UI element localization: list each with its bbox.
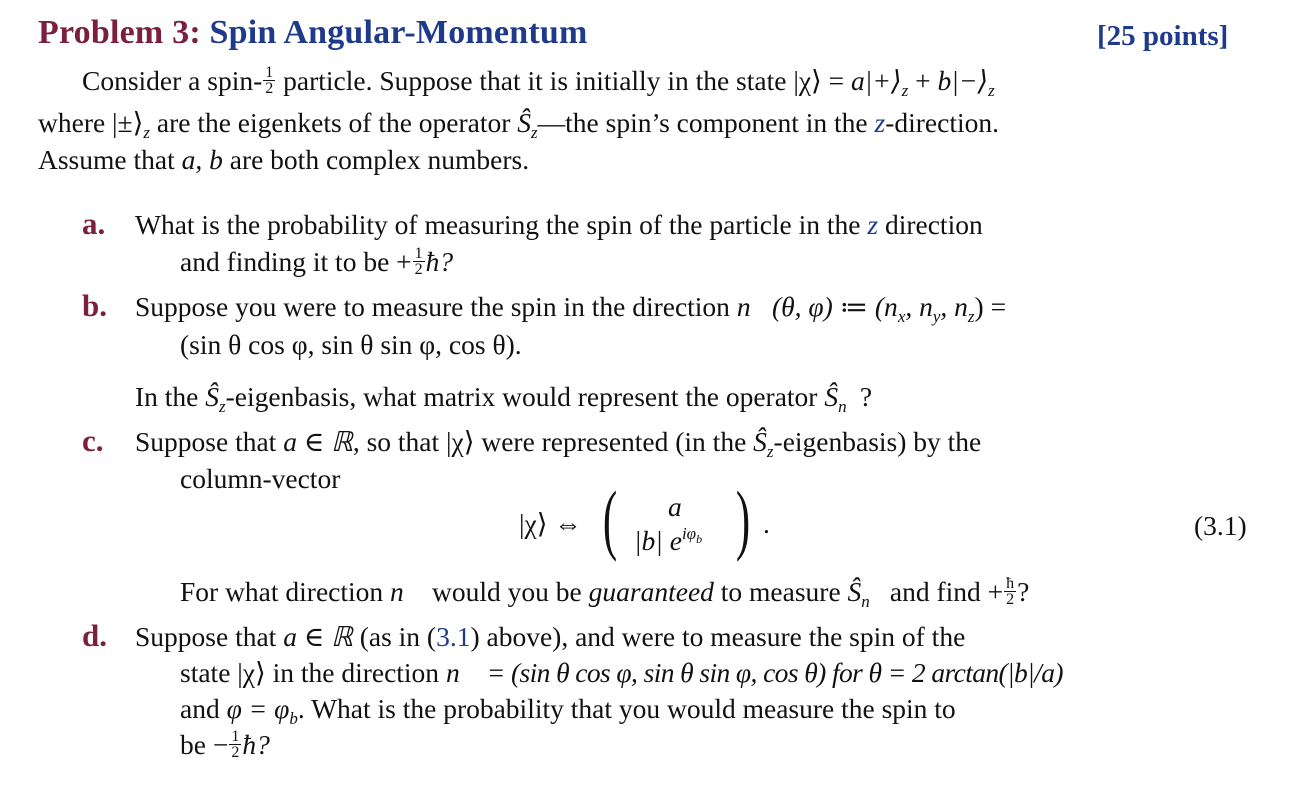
math-term: n⃗ <box>390 576 426 607</box>
part-text: (sin θ cos φ, sin θ sin φ, cos θ). <box>180 329 522 360</box>
subscript: z <box>901 81 909 100</box>
part-text: would you be <box>425 576 589 607</box>
intro-text: Consider a spin- <box>82 65 263 96</box>
part-a-label: a. <box>82 206 106 241</box>
paren-left: ( <box>602 475 618 562</box>
subscript: z <box>531 123 538 142</box>
vector-entry-b: |b| e <box>634 525 682 556</box>
math-term: b|−⟩ <box>937 65 989 96</box>
math-term: a ∈ ℝ <box>283 621 353 652</box>
part-text: , so that |χ⟩ were represented (in the <box>352 426 754 457</box>
vector-entry-a: a <box>668 491 682 522</box>
part-text: be − <box>180 729 229 760</box>
part-text: and find + <box>883 576 1004 607</box>
part-d-line-1 <box>135 620 965 654</box>
math-term: n⃗ = (sin θ cos φ, sin θ sin φ, cos θ) for θ = 2 arctan(|b|/a) <box>445 657 1063 688</box>
part-text: column-vector <box>180 463 341 494</box>
math-term: ħ? <box>425 246 454 277</box>
intro-text: are both complex numbers. <box>222 144 530 175</box>
superscript: iφ <box>681 524 697 543</box>
fraction-half <box>413 246 425 277</box>
frac-num: 1 <box>414 245 423 263</box>
equation-number: (3.1) <box>1194 510 1247 541</box>
z-link: z <box>874 107 886 138</box>
subscript: z <box>143 123 151 142</box>
part-text: state |χ⟩ in the direction <box>180 657 446 688</box>
math-term: ħ? <box>242 729 270 760</box>
part-text: For what direction <box>180 576 391 607</box>
intro-text: where |±⟩ <box>38 107 144 138</box>
part-b-line-3 <box>135 380 872 424</box>
math-term: , n <box>940 291 968 322</box>
part-text: In the <box>135 381 206 412</box>
math-term: a|+⟩ <box>851 65 902 96</box>
points-badge: [25 points] <box>1097 20 1229 52</box>
subscript: z <box>219 397 226 416</box>
subscript: z <box>967 307 975 326</box>
part-b-label: b. <box>82 288 107 323</box>
math-term: n⃗(θ, φ) ≔ (n <box>736 291 898 322</box>
operator-S: Ŝ <box>205 381 220 412</box>
part-text: and finding it to be + <box>180 246 412 277</box>
equation-lhs: |χ⟩ ⇔ <box>519 508 582 539</box>
intro-text: —the spin’s component in the <box>537 107 875 138</box>
vector-top <box>668 491 682 523</box>
part-text: -eigenbasis, what matrix would represent the operator <box>225 381 825 412</box>
frac-den: 2 <box>265 80 274 98</box>
part-a-line-2 <box>180 245 453 280</box>
frac-num: 1 <box>231 728 240 746</box>
paren-right: ) <box>735 475 751 562</box>
fraction-half <box>229 729 241 760</box>
part-text: direction <box>878 209 983 240</box>
math-term: φ = φ <box>226 693 290 724</box>
frac-den: 2 <box>1006 591 1015 609</box>
equation-ref-link[interactable]: 3.1 <box>436 621 471 652</box>
part-text: ? <box>859 381 873 412</box>
fraction-half <box>263 65 275 96</box>
part-text: . What is the probability that you would measure the spin to <box>297 693 956 724</box>
part-c-label: c. <box>82 423 104 458</box>
subscript: z <box>988 81 995 100</box>
part-d-line-3 <box>180 692 956 736</box>
problem-name: Spin Angular-Momentum <box>209 14 588 51</box>
part-d-line-4 <box>180 728 270 763</box>
part-text: Suppose that <box>135 426 284 457</box>
subscript: b <box>289 709 298 728</box>
problem-number: Problem 3: <box>38 14 201 51</box>
z-link: z <box>867 209 879 240</box>
part-text: and <box>180 693 227 724</box>
part-text: Suppose that <box>135 621 284 652</box>
emphasis-text: guaranteed <box>588 576 714 607</box>
intro-text: + <box>908 65 938 96</box>
math-term: a ∈ ℝ <box>283 426 353 457</box>
fraction-hbar-half <box>1004 576 1016 607</box>
part-a-line-1 <box>135 208 983 242</box>
frac-num: ħ <box>1006 575 1015 593</box>
part-text: ? <box>1017 576 1030 607</box>
operator-S: Ŝ <box>517 107 532 138</box>
part-text: ) = <box>974 291 1007 322</box>
part-text: to measure <box>713 576 848 607</box>
part-c-line-2 <box>180 462 340 496</box>
part-b-line-2 <box>180 328 522 362</box>
part-text: -eigenbasis) by the <box>773 426 982 457</box>
operator-S: Ŝ <box>753 426 767 457</box>
part-d-label: d. <box>82 618 107 653</box>
part-text: What is the probability of measuring the spin of the particle in the <box>135 209 868 240</box>
intro-text: are the eigenkets of the operator <box>150 107 518 138</box>
intro-text: -direction. <box>885 107 999 138</box>
subscript: y <box>932 307 941 326</box>
intro-text: particle. Suppose that it is initially in the state |χ⟩ = <box>276 65 852 96</box>
part-text: ) above), and were to measure the spin of the <box>470 621 966 652</box>
frac-den: 2 <box>231 744 240 762</box>
vector-bottom <box>634 524 702 557</box>
part-text: Suppose you were to measure the spin in the direction <box>135 291 737 322</box>
part-text: (as in ( <box>352 621 437 652</box>
operator-S: Ŝ <box>847 576 862 607</box>
part-c-line-3 <box>180 575 1029 619</box>
operator-S: Ŝ <box>824 381 839 412</box>
problem-title <box>38 14 587 52</box>
math-term: a, b <box>181 144 223 175</box>
intro-text: Assume that <box>38 144 182 175</box>
frac-num: 1 <box>265 64 274 82</box>
sub-subscript: b <box>696 532 703 546</box>
part-d-line-2 <box>180 656 1063 690</box>
math-term: , n <box>905 291 933 322</box>
equation-dot: . <box>763 508 770 539</box>
intro-line-1 <box>82 64 995 108</box>
subscript: z <box>766 442 774 461</box>
subscript: n⃗ <box>861 592 884 611</box>
intro-line-3 <box>38 143 529 177</box>
subscript: n⃗ <box>838 397 860 416</box>
subscript: x <box>897 307 906 326</box>
frac-den: 2 <box>414 261 423 279</box>
